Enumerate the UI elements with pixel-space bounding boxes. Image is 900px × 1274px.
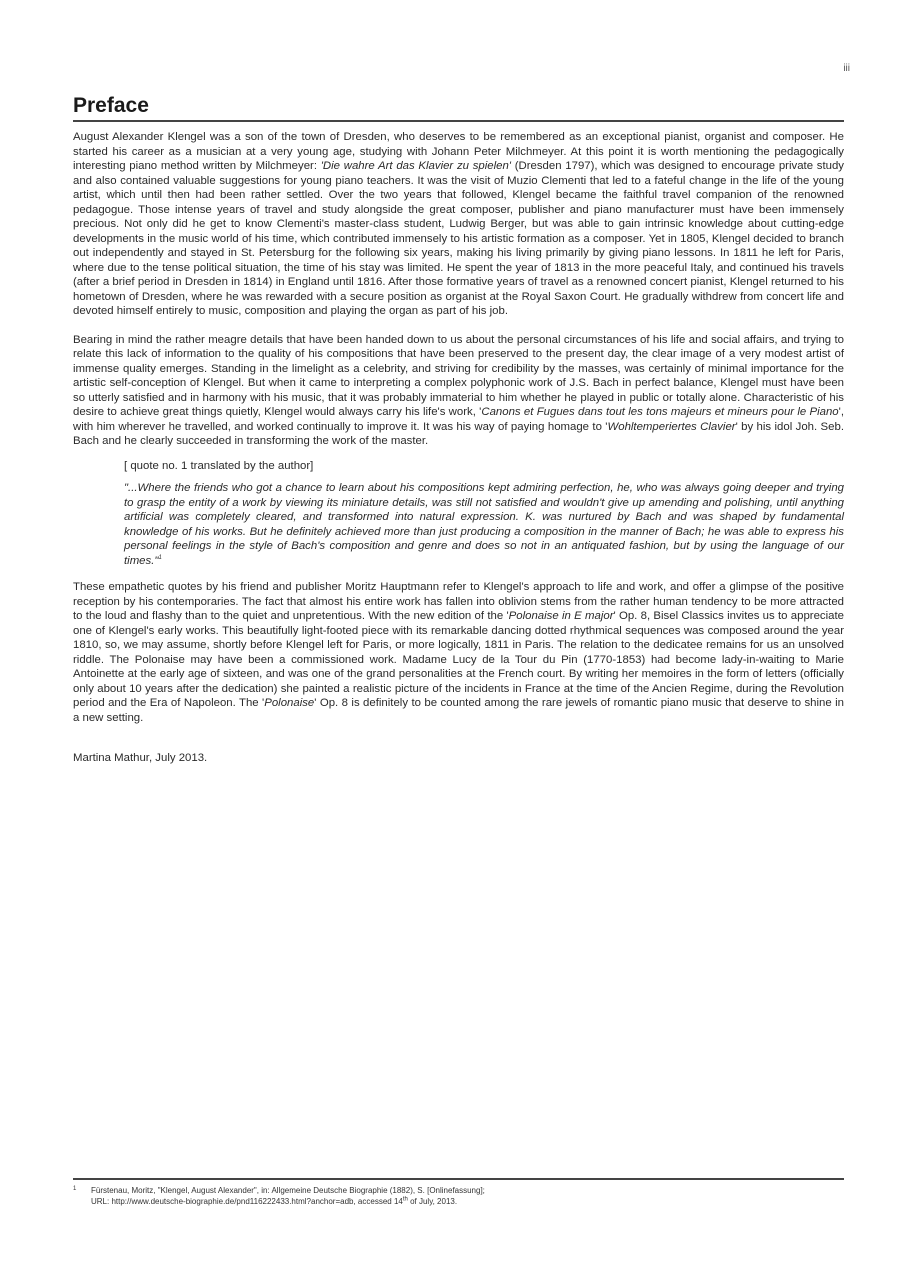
title-divider — [73, 120, 844, 122]
paragraph-text: ' Op. 8, Bisel Classics invites us to appreciate one of Klengel's early works. This beautifully light-footed piece with its remarkable dancing dotted rhythmical sequences was composed around the year 1810, so, we may assume, shortly before Klengel left for Paris, or more logically, 1811 in Paris. The relation to the dedicatee remains for us an unsolved riddle. The Polonaise may have been a commissioned work. Madame Lucy de la Tour du Pin (1770-1853) had become lady-in-waiting to Marie Antoinette at the early age of sixteen, and was one of the grand personalities at the French court. By writing her memoires in the form of letters (officially only about 10 years after the dedication) she painted a realistic picture of the incidents in France at the time of the Ancien Regime, during the Revolution period and the Era of Napoleon. The ' — [73, 610, 844, 709]
footnote-superscript: th — [402, 1196, 408, 1203]
quote-body: "...Where the friends who got a chance to learn about his compositions kept admiring perfection, he, who was always going deeper and trying to grasp the entity of a work by viewing its miniature details, was still not satisfied and wouldn't give up amending and polishing, until anything artificial was completely cleared, and transformed into natural expression. K. was nurtured by Bach and was shaped by fundamental knowledge of his works. But he definitely achieved more than just producing a composition in the manner of Bach; he was able to express his personal feelings in the style of Bach's composition and genre and does so not in an antiquated fashion, but by using the language of our times." — [124, 482, 844, 567]
footnote-url: URL: http://www.deutsche-biographie.de/pnd116222433.html?anchor=adb, accessed 14 — [91, 1197, 403, 1206]
paragraph-biography — [73, 130, 844, 319]
footnote-line-2 — [91, 1196, 844, 1207]
paragraph-text: ', with him wherever he travelled, and worked continually to improve it. It was his way of paying homage to ' — [73, 406, 844, 433]
paragraph-text: (Dresden 1797), which was designed to encourage private study and also contained valuable suggestions for young piano teachers. It was the visit of Muzio Clementi that led to a fateful change in the life of the young artist, which until then had been rather settled. Over the two years that followed, Klengel became the faithful travel companion of the renowned pedagogue. Those intense years of travel and study alongside the great composer, publisher and piano manufacturer must have been immensely precious. Not only did he get to know Clementi's master-class student, Ludwig Berger, but was able to gain intrinsic knowledge about cutting-edge developments in the music world of his time, which contributed immensely to his artistic formation as a composer. Yet in 1805, Klengel decided to branch out independently and stayed in St. Petersburg for the following six years, making his living primarily by giving piano lessons. In 1811 he left for Paris, where due to the tense political situation, the time of his stay was limited. He spent the year of 1813 in the more peaceful Italy, and continued his travels (after a brief period in Dresden in 1814) in England until 1816. After those formative years of travel as a renowned concert pianist, Klengel returned to his hometown of Dresden, where he was rewarded with a secure position as organist at the Royal Saxon Court. He gradually withdrew from concert life and devoted himself entirely to music, composition and playing the organ as part of his job. — [73, 160, 844, 317]
paragraph-text: Bearing in mind the rather meagre details that have been handed down to us about the personal circumstances of his life and social affairs, and trying to relate this lack of information to the quality of his compositions that have been preserved to the present day, the clear image of a very modest artist of immense quality emerges. Standing in the limelight as a celebrity, and striving for credibility by the masses, was certainly of minimal importance for the artistic self-conception of Klengel. But when it came to interpreting a complex polyphonic work of J.S. Bach in perfect balance, Klengel must have been so utterly satisfied and in harmony with his music, that it was probably immaterial to him whether he played in public or totally alone. Characteristic of his desire to achieve great things quietly, Klengel would always carry his life's work, ' — [73, 333, 844, 418]
signature: Martina Mathur, July 2013. — [73, 752, 208, 764]
footnote-divider — [73, 1178, 844, 1180]
quote-label: [ quote no. 1 translated by the author] — [124, 459, 314, 472]
page-title: Preface — [73, 94, 149, 117]
paragraph-reception — [73, 580, 844, 725]
paragraph-character — [73, 333, 844, 449]
footnote-reference: 1 — [158, 554, 162, 561]
footnote-date: of July, 2013. — [407, 1197, 458, 1206]
preface-body — [73, 130, 844, 766]
paragraph-text: ' by his idol Joh. Seb. Bach and he clearly succeeded in transforming the work of the master. — [73, 420, 844, 447]
footnote-mark: 1 — [73, 1186, 77, 1192]
quote-block — [73, 459, 844, 569]
page-number: iii — [843, 63, 850, 74]
italic-title: Wohltemperiertes Clavier — [607, 420, 736, 433]
paragraph-text: August Alexander Klengel was a son of the town of Dresden, who deserves to be remembered as an exceptional pianist, organist and composer. He started his career as a musician at a very young age, studying with Johann Peter Milchmeyer. At this point it is worth mentioning the pedagogically interesting piano method written by Milchmeyer: — [73, 131, 844, 172]
paragraph-text: These empathetic quotes by his friend and publisher Moritz Hauptmann refer to Klengel's approach to life and work, and offer a glimpse of the positive reception by his contemporaries. The fact that almost his entire work has fallen into oblivion stems from the rather human tendency to be more attracted to the loud and flashy than to the quiet and unpretentious. With the new edition of the ' — [73, 581, 844, 622]
italic-title: Polonaise in E major — [508, 610, 614, 622]
italic-title: 'Die wahre Art das Klavier zu spielen' — [320, 160, 511, 172]
footnote-text — [91, 1185, 844, 1207]
quote-text — [124, 481, 844, 568]
footnote-line-1: Fürstenau, Moritz, "Klengel, August Alexander", in: Allgemeine Deutsche Biographie (1882), S. [Onlinefassung]; — [91, 1186, 485, 1195]
italic-title: Canons et Fugues dans tout les tons majeurs et mineurs pour le Piano — [481, 406, 839, 418]
paragraph-text: ' Op. 8 is definitely to be counted among the rare jewels of romantic piano music that deserve to shine in a new setting. — [73, 697, 844, 724]
italic-title: Polonaise — [264, 697, 315, 709]
footnote — [73, 1185, 844, 1207]
